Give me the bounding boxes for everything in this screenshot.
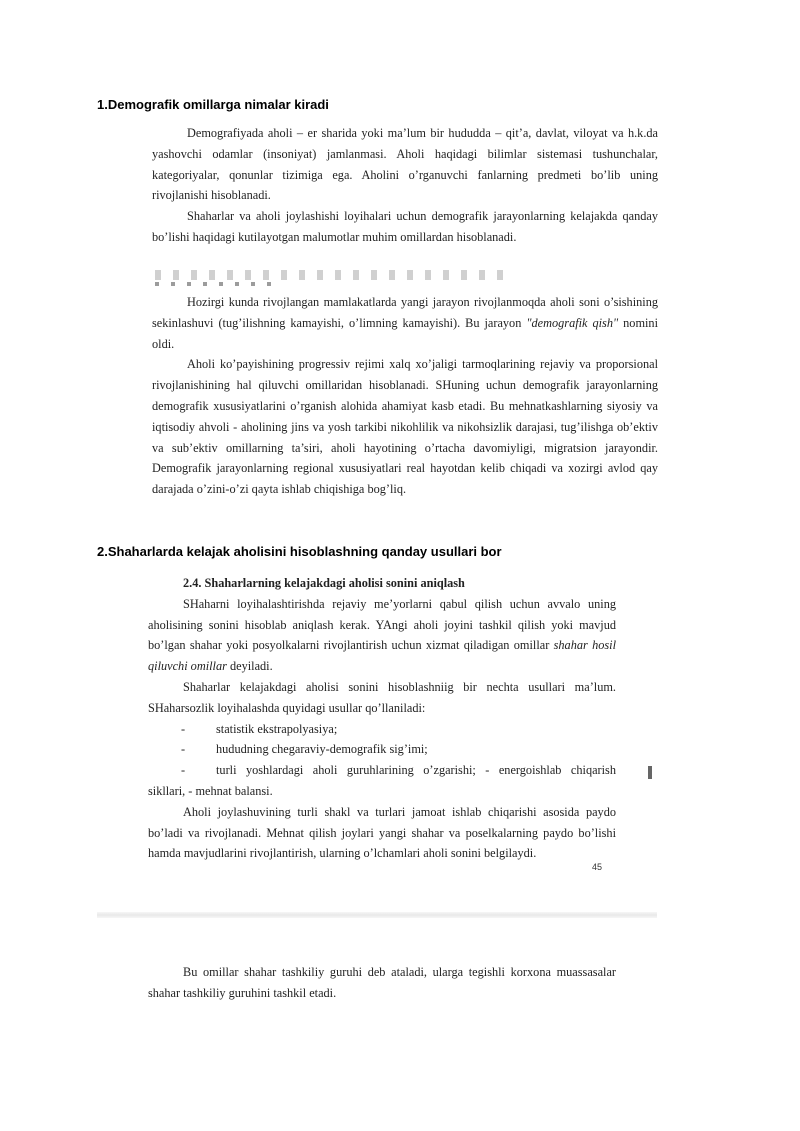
- paragraph: Aholi joylashuvining turli shakl va turlari jamoat ishlab chiqarishi asosida paydo bo’ladi va rivojlanadi. Mehnat qilish joylari yangi shahar va poselkalarning paydo bo’lishi hamda mavjudlarini rivojlantirish, ularning o’lchamlari aholi sonini belgilaydi.: [148, 804, 616, 861]
- quoted-term: "demografik qish": [526, 315, 619, 330]
- paragraph: Demografiyada aholi – er sharida yoki ma’lum bir hududda – qit’a, davlat, viloyat va h.k.da yashovchi odamlar (insoniyat) jamlanmasi. Aholi haqidagi bilimlar sistemasi tushunchalar, kategoriyalar, qonunlar tizimiga ega. Aholini o’rganuvchi fanlarning predmeti bo’lib uning rivojlanishi hisoblanadi.: [152, 126, 658, 203]
- page-number: 45: [592, 862, 603, 872]
- scan-artifact: [155, 270, 505, 280]
- scan-mark: [648, 766, 652, 779]
- paragraph: Shaharlar kelajakdagi aholisi sonini hisoblashniig bir nechta usullari ma’lum. SHaharsozlik loyihalashda quyidagi usullar qo’llaniladi:: [148, 679, 616, 715]
- italic-term: shahar hosil qiluvchi omillar: [148, 638, 617, 674]
- paragraph: Aholi ko’payishining progressiv rejimi xalq xo’jaligi tarmoqlarining rejaviy va proporsional rivojlanishining hal qiluvchi omillaridan hisoblanadi. SHuning uchun demografik jarayonlarning demografik xususiyatlarini o’rganish alohida ahamiyat kasb etadi. Bu mehnatkashlarning siyosiy va iqtisodiy ahvoli - aholining jins va yosh tarkibi nikohlilik va nikohsizlik darajasi, tug’ilishga ob’ektiv va sub’ektiv omillarning ta’siri, aholi hayotining o’rtacha davomiyligi, migratsion jarayondir. Demografik jarayonlarning regional xususiyatlari real hayotdan kelib chiqadi va xozirgi avlod qay darajada o’zini-o’zi qayta ishlab chiqishiga bog’liq.: [152, 357, 658, 497]
- scanned-excerpt-3: [148, 573, 616, 864]
- list-continuation: sikllari, - mehnat balansi.: [148, 783, 273, 798]
- paragraph: Bu omillar shahar tashkiliy guruhi deb ataladi, ularga tegishli korxona muassasalar shahar tashkiliy guruhini tashkil etadi.: [148, 965, 616, 1000]
- scanned-excerpt-1: [152, 123, 658, 248]
- scan-artifact: [155, 282, 275, 286]
- scanned-excerpt-4: [148, 962, 616, 1004]
- list-item: - turli yoshlardagi aholi guruhlarining o’zgarishi; - energoishlab chiqarish: [181, 763, 616, 778]
- paragraph: SHaharni loyihalashtirishda rejaviy me’yorlarni qabul qilish uchun avvalo uning aholisining sonini hisoblab aniqlash kerak. YAngi aholi joyini tashkil qilish yoki mavjud bo’lgan shahar yoki posyolkalarni rivojlantirish uchun xizmat qiladigan omillar shahar hosil qiluvchi omillar deyiladi.: [148, 596, 617, 674]
- list-item: - hududning chegaraviy-demografik sig’imi;: [181, 742, 428, 757]
- scanned-excerpt-2: [152, 292, 658, 500]
- question-2-heading: 2.Shaharlarda kelajak aholisini hisoblashning qanday usullari bor: [97, 544, 502, 559]
- page-separator: [97, 912, 657, 918]
- section-subtitle: 2.4. Shaharlarning kelajakdagi aholisi sonini aniqlash: [183, 576, 465, 590]
- paragraph: Shaharlar va aholi joylashishi loyihalari uchun demografik jarayonlarning kelajakda qanday bo’lishi haqidagi kutilayotgan malumotlar muhim omillardan hisoblanadi.: [152, 209, 658, 244]
- paragraph: Hozirgi kunda rivojlangan mamlakatlarda yangi jarayon rivojlanmoqda aholi soni o’sishining sekinlashuvi (tug’ilishning kamayishi, o’limning kamayishi). Bu jarayon "demografik qish" nomini oldi.: [152, 295, 658, 351]
- question-1-heading: 1.Demografik omillarga nimalar kiradi: [97, 97, 329, 112]
- list-item: - statistik ekstrapolyasiya;: [181, 721, 338, 736]
